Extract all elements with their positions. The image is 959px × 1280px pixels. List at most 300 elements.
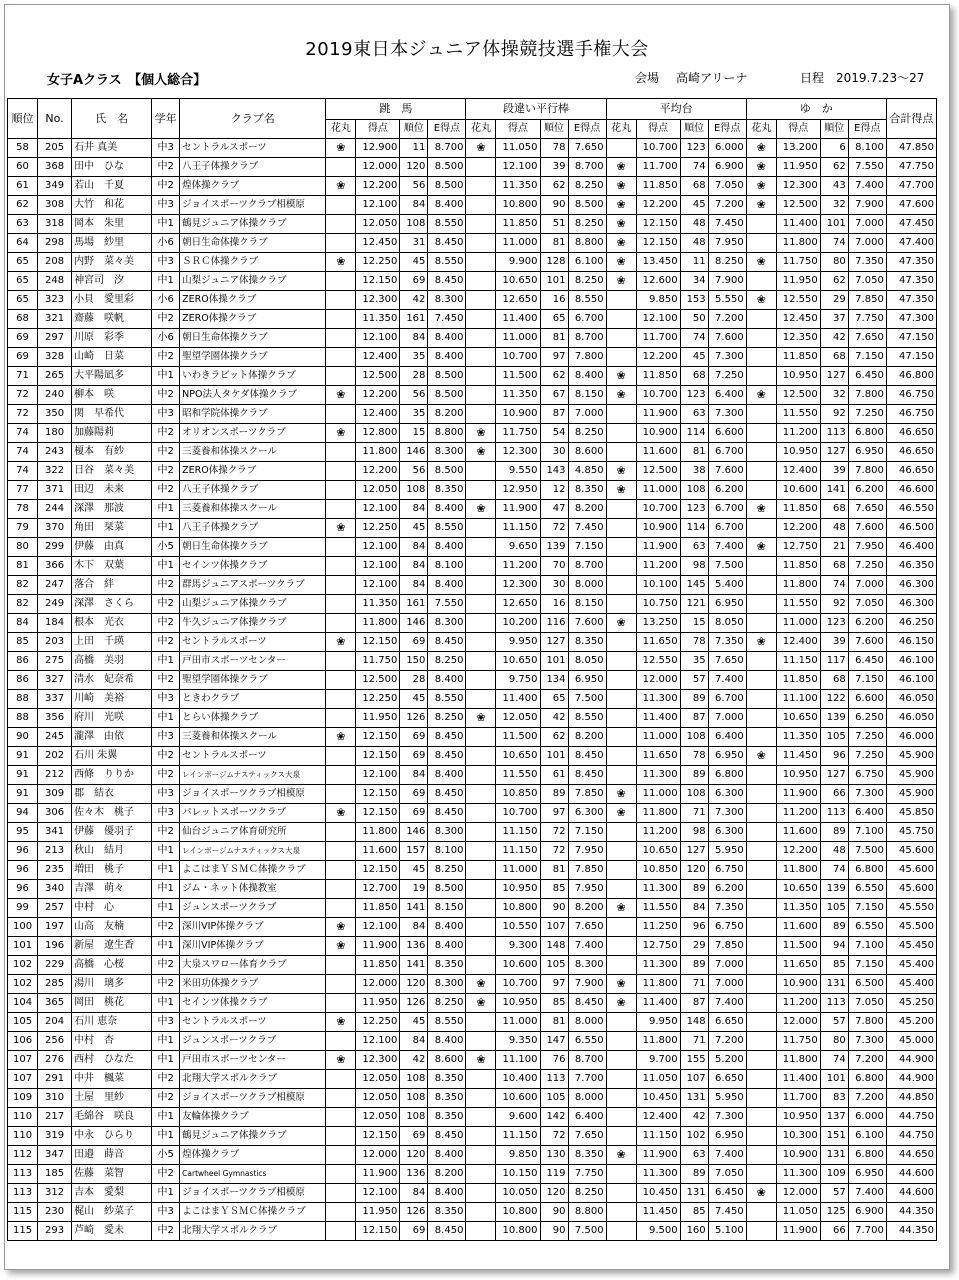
flower-icon (606, 861, 636, 880)
flower-icon (326, 956, 356, 975)
vault-escore-cell: 8.250 (428, 994, 466, 1013)
rank-cell: 115 (8, 1203, 38, 1222)
vault-score-cell: 12.250 (356, 690, 400, 709)
flower-icon (466, 899, 496, 918)
bars-escore-cell: 8.600 (568, 443, 606, 462)
flower-icon (606, 1089, 636, 1108)
grade-cell: 中3 (152, 1203, 180, 1222)
bars-escore-cell: 7.600 (568, 614, 606, 633)
bars-score-cell: 10.950 (496, 880, 540, 899)
rank-cell: 110 (8, 1127, 38, 1146)
grade-cell: 中1 (152, 1051, 180, 1070)
bars-score-cell: 10.200 (496, 614, 540, 633)
vault-place-cell: 69 (400, 728, 428, 747)
flower-icon (746, 310, 776, 329)
no-cell: 243 (38, 443, 72, 462)
total-cell: 47.400 (886, 234, 936, 253)
total-cell: 45.550 (886, 899, 936, 918)
bars-place-cell: 142 (540, 1108, 568, 1127)
beam-score-cell: 11.000 (636, 728, 680, 747)
table-row (8, 386, 937, 405)
vault-score-cell: 11.350 (356, 595, 400, 614)
total-cell: 46.600 (886, 481, 936, 500)
beam-score-cell: 11.200 (636, 823, 680, 842)
table-row (8, 956, 937, 975)
vault-place-cell: 84 (400, 1184, 428, 1203)
table-row (8, 310, 937, 329)
total-cell: 46.500 (886, 519, 936, 538)
grade-cell: 中2 (152, 443, 180, 462)
vault-score-cell: 11.950 (356, 1203, 400, 1222)
flower-icon (466, 1184, 496, 1203)
floor-score-cell: 11.950 (776, 158, 820, 177)
flower-icon (326, 272, 356, 291)
name-cell: 伊藤 優羽子 (72, 823, 152, 842)
beam-place-cell: 11 (680, 253, 708, 272)
vault-escore-cell: 8.550 (428, 215, 466, 234)
flower-icon (466, 861, 496, 880)
vault-place-cell: 31 (400, 234, 428, 253)
vault-place-cell: 141 (400, 956, 428, 975)
grade-cell: 中2 (152, 595, 180, 614)
flower-icon (606, 348, 636, 367)
beam-place-cell: 108 (680, 728, 708, 747)
floor-escore-cell: 6.900 (848, 1203, 886, 1222)
rank-cell: 91 (8, 766, 38, 785)
flower-icon: ❀ (466, 424, 496, 443)
flower-icon (746, 462, 776, 481)
flower-icon (466, 728, 496, 747)
bars-place-cell: 90 (540, 899, 568, 918)
total-cell: 45.250 (886, 994, 936, 1013)
no-cell: 318 (38, 215, 72, 234)
header-club: クラブ名 (180, 99, 326, 139)
floor-score-cell: 12.450 (776, 310, 820, 329)
bars-escore-cell: 8.000 (568, 1089, 606, 1108)
bars-place-cell: 101 (540, 747, 568, 766)
bars-escore-cell: 7.500 (568, 1222, 606, 1241)
bars-score-cell: 10.900 (496, 405, 540, 424)
grade-cell: 中2 (152, 766, 180, 785)
grade-cell: 中1 (152, 215, 180, 234)
floor-score-cell: 11.800 (776, 1051, 820, 1070)
flower-icon (746, 1013, 776, 1032)
vault-escore-cell: 8.600 (428, 1051, 466, 1070)
vault-place-cell: 161 (400, 595, 428, 614)
bars-escore-cell: 8.550 (568, 709, 606, 728)
vault-place-cell: 108 (400, 215, 428, 234)
vault-score-cell: 12.050 (356, 215, 400, 234)
floor-escore-cell: 6.200 (848, 614, 886, 633)
vault-score-cell: 12.200 (356, 462, 400, 481)
bars-place-cell: 12 (540, 481, 568, 500)
floor-score-cell: 11.400 (776, 1070, 820, 1089)
rank-cell: 91 (8, 747, 38, 766)
vault-escore-cell: 8.450 (428, 747, 466, 766)
club-cell: 八王子体操クラブ (180, 158, 326, 177)
vault-score-cell: 12.400 (356, 405, 400, 424)
total-cell: 46.650 (886, 443, 936, 462)
beam-score-cell: 10.700 (636, 386, 680, 405)
club-cell: ジュンスポーツクラブ (180, 899, 326, 918)
vault-score-cell: 11.600 (356, 842, 400, 861)
beam-escore-cell: 7.850 (708, 937, 746, 956)
grade-cell: 小5 (152, 1146, 180, 1165)
floor-score-cell: 11.950 (776, 272, 820, 291)
flower-icon (746, 1165, 776, 1184)
floor-place-cell: 43 (820, 177, 848, 196)
vault-escore-cell: 8.350 (428, 956, 466, 975)
floor-place-cell: 39 (820, 462, 848, 481)
beam-place-cell: 29 (680, 937, 708, 956)
total-cell: 45.900 (886, 747, 936, 766)
total-cell: 47.350 (886, 253, 936, 272)
no-cell: 312 (38, 1184, 72, 1203)
vault-score-cell: 12.100 (356, 918, 400, 937)
beam-place-cell: 123 (680, 500, 708, 519)
floor-escore-cell: 7.000 (848, 234, 886, 253)
beam-escore-cell: 6.400 (708, 728, 746, 747)
flower-icon: ❀ (466, 500, 496, 519)
bars-escore-cell: 8.200 (568, 728, 606, 747)
rank-cell: 102 (8, 956, 38, 975)
bars-place-cell: 90 (540, 196, 568, 215)
bars-score-cell: 10.650 (496, 652, 540, 671)
flower-icon (326, 291, 356, 310)
vault-escore-cell: 8.450 (428, 785, 466, 804)
bars-place-cell: 116 (540, 614, 568, 633)
rank-cell: 109 (8, 1089, 38, 1108)
floor-place-cell: 123 (820, 614, 848, 633)
floor-escore-cell: 7.250 (848, 557, 886, 576)
rank-cell: 78 (8, 500, 38, 519)
floor-escore-cell: 7.400 (848, 1184, 886, 1203)
beam-score-cell: 11.900 (636, 538, 680, 557)
flower-icon (466, 804, 496, 823)
no-cell: 249 (38, 595, 72, 614)
name-cell: 石井 真美 (72, 139, 152, 158)
bars-place-cell: 89 (540, 785, 568, 804)
bars-score-cell: 11.400 (496, 690, 540, 709)
floor-escore-cell: 7.050 (848, 994, 886, 1013)
floor-place-cell: 89 (820, 823, 848, 842)
table-row (8, 1146, 937, 1165)
bars-score-cell: 10.800 (496, 899, 540, 918)
rank-cell: 61 (8, 177, 38, 196)
floor-escore-cell: 6.800 (848, 1146, 886, 1165)
total-cell: 45.600 (886, 880, 936, 899)
floor-escore-cell: 6.100 (848, 1127, 886, 1146)
flower-icon: ❀ (746, 386, 776, 405)
flower-icon (466, 595, 496, 614)
grade-cell: 中2 (152, 1222, 180, 1241)
rank-cell: 74 (8, 424, 38, 443)
bars-escore-cell: 6.100 (568, 253, 606, 272)
flower-icon (606, 633, 636, 652)
results-table (7, 98, 937, 1241)
table-row (8, 367, 937, 386)
flower-icon (466, 158, 496, 177)
flower-icon (466, 462, 496, 481)
bars-score-cell: 11.100 (496, 1051, 540, 1070)
vault-escore-cell: 8.300 (428, 614, 466, 633)
flower-icon: ❀ (746, 538, 776, 557)
club-cell: 三菱養和体操スクール (180, 728, 326, 747)
beam-place-cell: 68 (680, 367, 708, 386)
bars-score-cell: 9.900 (496, 253, 540, 272)
flower-icon (326, 861, 356, 880)
flower-icon (466, 576, 496, 595)
grade-cell: 中3 (152, 253, 180, 272)
grade-cell: 中1 (152, 842, 180, 861)
flower-icon (326, 405, 356, 424)
flower-icon (746, 671, 776, 690)
flower-icon: ❀ (746, 633, 776, 652)
no-cell: 322 (38, 462, 72, 481)
flower-icon (746, 975, 776, 994)
floor-escore-cell: 7.000 (848, 576, 886, 595)
grade-cell: 中1 (152, 994, 180, 1013)
bars-escore-cell: 8.700 (568, 158, 606, 177)
total-cell: 45.400 (886, 956, 936, 975)
vault-escore-cell: 8.450 (428, 234, 466, 253)
bars-escore-cell: 8.050 (568, 652, 606, 671)
rank-cell: 105 (8, 1013, 38, 1032)
grade-cell: 中1 (152, 1127, 180, 1146)
vault-escore-cell: 8.450 (428, 804, 466, 823)
beam-score-cell: 13.450 (636, 253, 680, 272)
floor-place-cell: 92 (820, 405, 848, 424)
beam-place-cell: 57 (680, 671, 708, 690)
club-cell: パレットスポーツクラブ (180, 804, 326, 823)
beam-place-cell: 15 (680, 614, 708, 633)
bars-place-cell: 134 (540, 671, 568, 690)
vault-score-cell: 11.750 (356, 652, 400, 671)
no-cell: 309 (38, 785, 72, 804)
club-cell: ジョイスポーツクラブ相模原 (180, 1089, 326, 1108)
grade-cell: 中2 (152, 614, 180, 633)
no-cell: 213 (38, 842, 72, 861)
flower-icon (326, 975, 356, 994)
vault-escore-cell: 8.250 (428, 652, 466, 671)
table-row (8, 899, 937, 918)
flower-icon (746, 576, 776, 595)
vault-place-cell: 84 (400, 196, 428, 215)
bars-place-cell: 65 (540, 690, 568, 709)
table-row (8, 975, 937, 994)
total-cell: 47.350 (886, 291, 936, 310)
name-cell: 西村 ひなた (72, 1051, 152, 1070)
floor-score-cell: 12.000 (776, 1184, 820, 1203)
vault-escore-cell: 8.400 (428, 1032, 466, 1051)
rank-cell: 74 (8, 462, 38, 481)
header-vault: 跳 馬 (326, 99, 466, 120)
vault-place-cell: 136 (400, 937, 428, 956)
floor-score-cell: 11.200 (776, 804, 820, 823)
beam-score-cell: 12.150 (636, 215, 680, 234)
vault-place-cell: 126 (400, 1203, 428, 1222)
vault-place-cell: 42 (400, 1051, 428, 1070)
rank-cell: 95 (8, 823, 38, 842)
bars-escore-cell: 6.300 (568, 804, 606, 823)
vault-score-cell: 12.200 (356, 386, 400, 405)
floor-escore-cell: 6.000 (848, 1108, 886, 1127)
flower-icon (326, 1108, 356, 1127)
name-cell: 湯川 璃多 (72, 975, 152, 994)
flower-icon (746, 215, 776, 234)
grade-cell: 中2 (152, 310, 180, 329)
bars-score-cell: 9.950 (496, 633, 540, 652)
table-row (8, 443, 937, 462)
rank-cell: 85 (8, 633, 38, 652)
bars-place-cell: 76 (540, 1051, 568, 1070)
beam-score-cell: 12.200 (636, 196, 680, 215)
vault-place-cell: 45 (400, 1013, 428, 1032)
beam-escore-cell: 6.700 (708, 443, 746, 462)
flower-icon (326, 747, 356, 766)
beam-escore-cell: 7.500 (708, 557, 746, 576)
subheader-bars-score: 得点 (496, 120, 540, 139)
bars-escore-cell: 7.850 (568, 861, 606, 880)
club-cell: ジョイスポーツクラブ相模原 (180, 1184, 326, 1203)
vault-escore-cell: 8.100 (428, 557, 466, 576)
flower-icon: ❀ (746, 196, 776, 215)
table-row (8, 918, 937, 937)
total-cell: 45.000 (886, 1032, 936, 1051)
vault-escore-cell: 8.400 (428, 329, 466, 348)
bars-place-cell: 54 (540, 424, 568, 443)
bars-score-cell: 9.850 (496, 1146, 540, 1165)
bars-escore-cell: 7.650 (568, 139, 606, 158)
rank-cell: 91 (8, 785, 38, 804)
rank-cell: 81 (8, 557, 38, 576)
vault-escore-cell: 8.300 (428, 823, 466, 842)
beam-escore-cell: 7.450 (708, 215, 746, 234)
floor-escore-cell: 6.550 (848, 918, 886, 937)
rank-cell: 71 (8, 367, 38, 386)
beam-escore-cell: 7.350 (708, 899, 746, 918)
floor-escore-cell: 7.800 (848, 462, 886, 481)
bars-place-cell: 120 (540, 1184, 568, 1203)
vault-score-cell: 12.050 (356, 1089, 400, 1108)
flower-icon (466, 918, 496, 937)
bars-escore-cell: 8.300 (568, 956, 606, 975)
bars-escore-cell: 7.150 (568, 538, 606, 557)
flower-icon (606, 918, 636, 937)
flower-icon: ❀ (466, 709, 496, 728)
beam-escore-cell: 8.050 (708, 614, 746, 633)
floor-score-cell: 12.000 (776, 1013, 820, 1032)
flower-icon: ❀ (746, 253, 776, 272)
vault-place-cell: 56 (400, 386, 428, 405)
bars-place-cell: 127 (540, 633, 568, 652)
vault-score-cell: 12.450 (356, 234, 400, 253)
beam-place-cell: 153 (680, 291, 708, 310)
bars-place-cell: 81 (540, 234, 568, 253)
beam-place-cell: 63 (680, 405, 708, 424)
name-cell: 吉澤 萌々 (72, 880, 152, 899)
name-cell: 秋山 結月 (72, 842, 152, 861)
beam-place-cell: 148 (680, 1013, 708, 1032)
vault-score-cell: 11.800 (356, 614, 400, 633)
table-row (8, 1127, 937, 1146)
bars-score-cell: 10.800 (496, 196, 540, 215)
vault-score-cell: 12.100 (356, 196, 400, 215)
vault-place-cell: 84 (400, 538, 428, 557)
floor-score-cell: 11.300 (776, 1165, 820, 1184)
total-cell: 45.400 (886, 975, 936, 994)
name-cell: 田中 ひな (72, 158, 152, 177)
flower-icon (466, 690, 496, 709)
flower-icon: ❀ (606, 975, 636, 994)
beam-place-cell: 123 (680, 386, 708, 405)
floor-place-cell: 39 (820, 633, 848, 652)
vault-place-cell: 84 (400, 766, 428, 785)
bars-score-cell: 9.650 (496, 538, 540, 557)
vault-score-cell: 12.250 (356, 253, 400, 272)
bars-escore-cell: 8.700 (568, 557, 606, 576)
grade-cell: 中1 (152, 709, 180, 728)
floor-place-cell: 113 (820, 424, 848, 443)
flower-icon (746, 443, 776, 462)
grade-cell: 中3 (152, 1013, 180, 1032)
rank-cell: 84 (8, 614, 38, 633)
table-row (8, 937, 937, 956)
vault-score-cell: 12.150 (356, 861, 400, 880)
flower-icon (466, 481, 496, 500)
no-cell: 349 (38, 177, 72, 196)
bars-place-cell: 81 (540, 1013, 568, 1032)
subheader-beam-place: 順位 (680, 120, 708, 139)
vault-place-cell: 120 (400, 975, 428, 994)
subheader-vault-escore: E得点 (428, 120, 466, 139)
floor-place-cell: 105 (820, 899, 848, 918)
bars-escore-cell: 7.950 (568, 880, 606, 899)
beam-escore-cell: 5.950 (708, 1089, 746, 1108)
name-cell: 中村 心 (72, 899, 152, 918)
flower-icon (326, 234, 356, 253)
bars-score-cell: 11.750 (496, 424, 540, 443)
name-cell: 伊藤 由真 (72, 538, 152, 557)
table-row (8, 1203, 937, 1222)
flower-icon (466, 196, 496, 215)
flower-icon (326, 348, 356, 367)
vault-escore-cell: 8.500 (428, 386, 466, 405)
flower-icon (466, 557, 496, 576)
flower-icon (326, 823, 356, 842)
bars-escore-cell: 7.800 (568, 348, 606, 367)
beam-place-cell: 87 (680, 709, 708, 728)
bars-escore-cell: 6.700 (568, 310, 606, 329)
beam-escore-cell: 7.000 (708, 709, 746, 728)
no-cell: 366 (38, 557, 72, 576)
club-cell: 三菱養和体操スクール (180, 500, 326, 519)
bars-escore-cell: 8.200 (568, 899, 606, 918)
bars-score-cell: 11.400 (496, 310, 540, 329)
floor-score-cell: 11.800 (776, 576, 820, 595)
vault-escore-cell: 8.500 (428, 177, 466, 196)
no-cell: 319 (38, 1127, 72, 1146)
bars-score-cell: 10.700 (496, 348, 540, 367)
bars-place-cell: 62 (540, 177, 568, 196)
no-cell: 350 (38, 405, 72, 424)
beam-score-cell: 11.400 (636, 709, 680, 728)
vault-place-cell: 35 (400, 405, 428, 424)
vault-place-cell: 146 (400, 823, 428, 842)
total-cell: 45.600 (886, 842, 936, 861)
flower-icon (466, 614, 496, 633)
bars-place-cell: 72 (540, 1127, 568, 1146)
